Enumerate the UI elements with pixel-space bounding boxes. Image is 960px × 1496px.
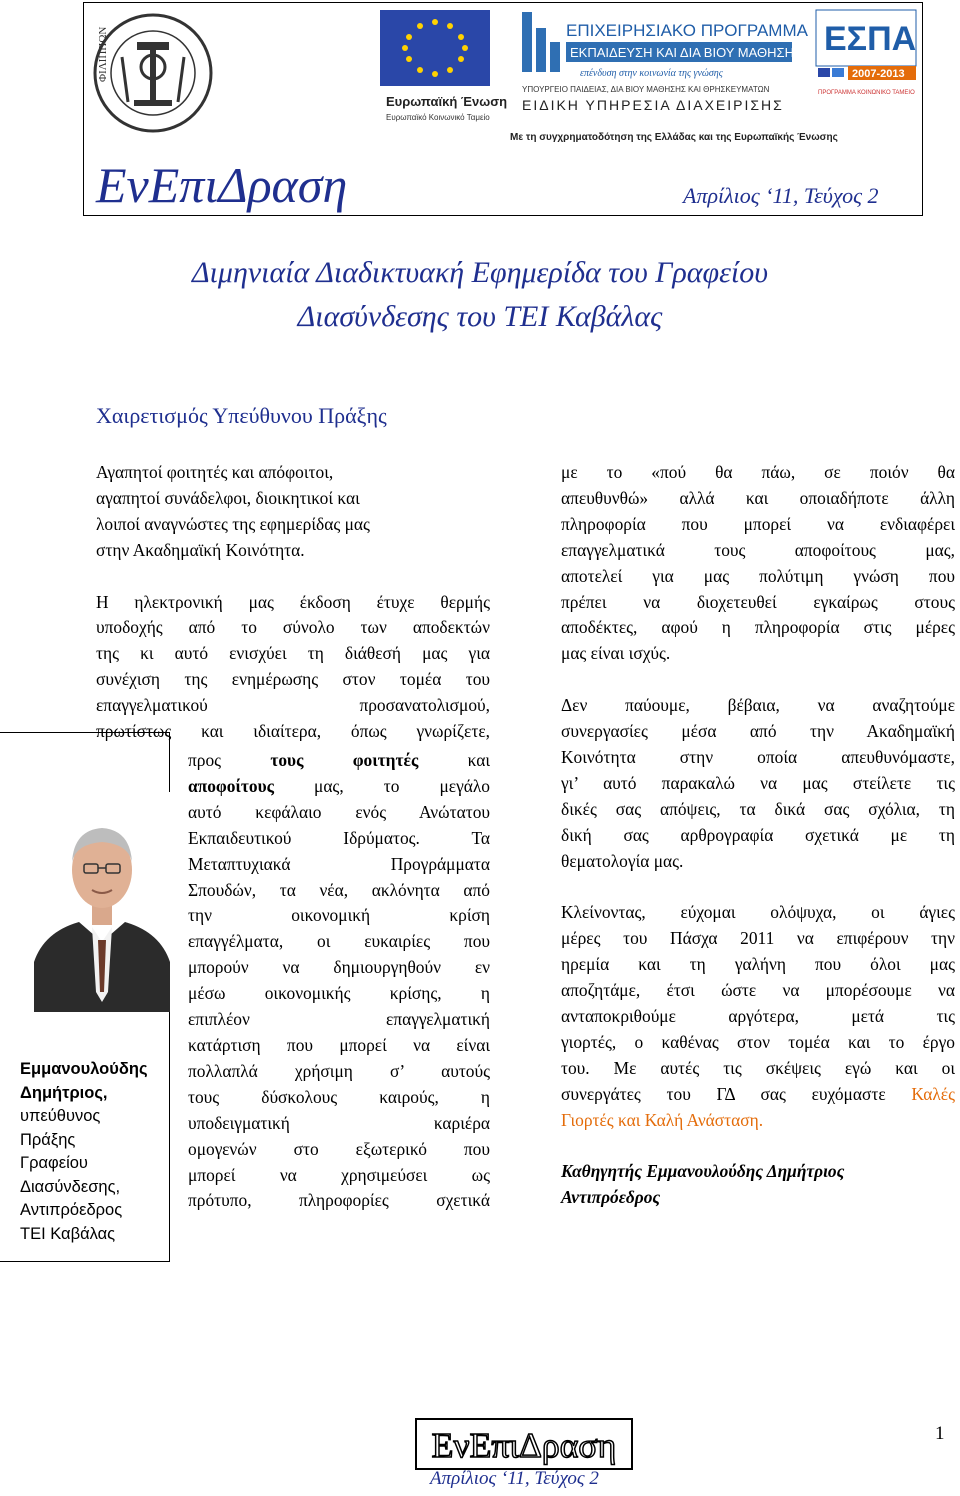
body-line: πληροφορία που μπορεί να ενδιαφέρει bbox=[561, 513, 955, 534]
svg-text:Ευρωπαϊκή Ένωση: Ευρωπαϊκή Ένωση bbox=[386, 94, 508, 109]
body-line: κατάρτιση που μπορεί να είναι bbox=[188, 1034, 490, 1055]
signature-title: Αντιπρόεδρος bbox=[561, 1187, 661, 1208]
tei-kavala-seal-logo bbox=[92, 12, 214, 134]
body-line: Η ηλεκτρονική μας έκδοση έτυχε θερμής bbox=[96, 591, 490, 612]
caption-line: ΤΕΙ Καβάλας bbox=[20, 1224, 116, 1243]
footer-logo-text: ΕνΕπιΔραση bbox=[431, 1425, 617, 1465]
body-line: γι’ αυτό παρακαλώ να μας στείλετε τις bbox=[561, 772, 955, 793]
greeting-line: στην Ακαδημαϊκή Κοινότητα. bbox=[96, 539, 305, 560]
body-line: συνέχιση της ενημέρωσης στον τομέα του bbox=[96, 669, 490, 690]
svg-text:ΕΙΔΙΚΗ ΥΠΗΡΕΣΙΑ ΔΙΑΧΕΙΡΙΣΗΣ: ΕΙΔΙΚΗ ΥΠΗΡΕΣΙΑ ΔΙΑΧΕΙΡΙΣΗΣ bbox=[522, 97, 784, 113]
caption-name: Δημήτριος, bbox=[20, 1083, 108, 1102]
body-line: της κι αυτό ενισχύει τη διάθεσή μας για bbox=[96, 643, 490, 664]
body-line: Εκπαιδευτικού Ιδρύματος. Τα bbox=[188, 827, 490, 848]
body-line: επαγγέλματα, οι ευκαιρίες που bbox=[188, 931, 490, 952]
body-line: Σπουδών, τα νέα, ακλόνητα από bbox=[188, 879, 490, 900]
issue-date: Απρίλιος ‘11, Τεύχος 2 bbox=[683, 183, 879, 208]
body-line: αποζητάμε, έτσι ώστε να μπορέσουμε να bbox=[561, 980, 955, 1001]
caption-line: Πράξης bbox=[20, 1130, 76, 1149]
body-line: την οικονομική κρίση bbox=[188, 905, 490, 926]
masthead-title: ΕνΕπιΔραση bbox=[96, 157, 348, 213]
body-line: αποδέκτες, αφού η πληροφορία στις μέρες bbox=[561, 617, 955, 638]
svg-text:Ευρωπαϊκό Κοινωνικό Ταμείο: Ευρωπαϊκό Κοινωνικό Ταμείο bbox=[386, 113, 490, 122]
greeting-line: λοιποί αναγνώστες της εφημερίδας μας bbox=[96, 513, 370, 534]
svg-text:ΠΡΟΓΡΑΜΜΑ ΚΟΙΝΩΝΙΚΟ ΤΑΜΕΙΟ: ΠΡΟΓΡΑΜΜΑ ΚΟΙΝΩΝΙΚΟ ΤΑΜΕΙΟ bbox=[818, 90, 915, 96]
article-column-1-wrap bbox=[188, 748, 490, 1214]
program-logos-banner bbox=[330, 6, 920, 154]
body-line: πρωτίστως και ιδιαίτερα, όπως γνωρίζετε, bbox=[96, 721, 490, 742]
article-column-2 bbox=[561, 460, 955, 1211]
body-line: πρότυπο, πληροφορίες σχετικά bbox=[188, 1190, 490, 1211]
body-line: Κοινότητα στην οποία απευθυνόμαστε, bbox=[561, 746, 955, 767]
footer-issue-date: Απρίλιος ‘11, Τεύχος 2 bbox=[430, 1468, 599, 1489]
greeting-line: Αγαπητοί φοιτητές και απόφοιτοι, bbox=[96, 462, 334, 482]
author-portrait-image bbox=[34, 792, 170, 1012]
caption-line: υπεύθυνος bbox=[20, 1107, 101, 1125]
article-column-1 bbox=[96, 460, 490, 745]
svg-text:επένδυση στην κοινωνία της γνώ: επένδυση στην κοινωνία της γνώσης bbox=[580, 68, 723, 79]
body-line: υποδειγματική καριέρα bbox=[188, 1112, 490, 1133]
body-line: Μεταπτυχιακά Προγράμματα bbox=[188, 853, 490, 874]
signature-name: Καθηγητής Εμμανουλούδης Δημήτριος bbox=[561, 1161, 845, 1182]
body-line: απευθυνθώ» αλλά και οποιαδήποτε άλλη bbox=[561, 487, 955, 508]
svg-text:ΕΠΙΧΕΙΡΗΣΙΑΚΟ ΠΡΟΓΡΑΜΜΑ: ΕΠΙΧΕΙΡΗΣΙΑΚΟ ΠΡΟΓΡΑΜΜΑ bbox=[566, 21, 808, 40]
body-line: πολλαπλά χρήσιμη σ’ αυτούς bbox=[188, 1060, 490, 1081]
body-line: αποτελεί για μας πολύτιμη γνώση που bbox=[561, 565, 955, 586]
body-line: ανταποκριθούμε αργότερα, μετά τις bbox=[561, 1006, 955, 1026]
footer-masthead-logo bbox=[415, 1418, 633, 1470]
body-line: ηρεμία και τη γαλήνη που όλοι μας bbox=[561, 954, 955, 975]
body-line: μπορεί να χρησιμεύσει ως bbox=[188, 1164, 490, 1185]
body-line: μέσω οικονομικής κρίσης, η bbox=[188, 983, 490, 1004]
easter-wish-text: Καλές bbox=[911, 1083, 955, 1104]
bold-students: τους φοιτητές bbox=[270, 750, 419, 770]
body-line: Δεν παύουμε, βέβαια, να αναζητούμε bbox=[561, 695, 955, 716]
svg-text:ΥΠΟΥΡΓΕΙΟ ΠΑΙΔΕΙΑΣ, ΔΙΑ ΒΙΟΥ Μ: ΥΠΟΥΡΓΕΙΟ ΠΑΙΔΕΙΑΣ, ΔΙΑ ΒΙΟΥ ΜΑΘΗΣΗΣ ΚΑΙ ΘΡΗΣΚΕΥΜΑΤΩΝ bbox=[522, 85, 770, 94]
body-line: αποφοίτους μας, το μεγάλο bbox=[188, 775, 490, 796]
svg-text:ΕΣΠΑ: ΕΣΠΑ bbox=[824, 20, 917, 58]
body-line: θεματολογία μας. bbox=[561, 850, 684, 871]
caption-name: Εμμανουλούδης bbox=[20, 1060, 148, 1078]
body-line: επαγγελματικού προσανατολισμού, bbox=[96, 695, 490, 716]
body-line: μπορούν να δημιουργηθούν εν bbox=[188, 957, 490, 978]
caption-line: Αντιπρόεδρος bbox=[20, 1201, 123, 1219]
easter-wish-text: Γιορτές και Καλή Ανάσταση. bbox=[561, 1109, 764, 1130]
body-line: του. Με αυτές τις σκέψεις εγώ και οι bbox=[561, 1057, 955, 1078]
body-line: συνεργάτες του ΓΔ σας ευχόμαστε Καλές bbox=[561, 1083, 955, 1104]
body-line: αυτό κεφάλαιο ενός Ανώτατου bbox=[188, 801, 490, 822]
body-line: μας είναι ισχύς. bbox=[561, 643, 671, 664]
body-line: επαγγελματικά τους αποφοίτους μας, bbox=[561, 539, 955, 560]
body-line: προς τους φοιτητές και bbox=[188, 750, 490, 770]
page-number: 1 bbox=[935, 1423, 945, 1444]
caption-line: Διασύνδεσης, bbox=[20, 1177, 121, 1196]
body-line: ομογενών στο εξωτερικό που bbox=[188, 1138, 490, 1159]
body-line: δική σας αρθρογραφία σχετικά με τη bbox=[561, 824, 955, 845]
article-heading: Χαιρετισμός Υπεύθυνου Πράξης bbox=[96, 403, 387, 428]
body-line: υποδοχής από το σύνολο των αποδεκτών bbox=[96, 617, 490, 638]
body-line: Κλείνοντας, εύχομαι ολόψυχα, οι άγιες bbox=[561, 902, 955, 923]
subtitle-line-2: Διασύνδεσης του ΤΕΙ Καβάλας bbox=[297, 300, 663, 333]
caption-line: Γραφείου bbox=[20, 1154, 88, 1172]
photo-caption bbox=[20, 1058, 168, 1246]
bold-graduates: αποφοίτους bbox=[188, 775, 274, 796]
body-line: μέρες του Πάσχα 2011 να επιφέρουν την bbox=[561, 928, 955, 949]
body-line: τους δύσκολους καιρούς, η bbox=[188, 1086, 490, 1107]
svg-text:ΦΙΛΙΠΠΩΝ: ΦΙΛΙΠΠΩΝ bbox=[97, 26, 109, 82]
body-line: με το «πού θα πάω, σε ποιόν θα bbox=[561, 462, 955, 482]
greeting-line: αγαπητοί συνάδελφοι, διοικητικοί και bbox=[96, 487, 360, 508]
body-line: δικές σας απόψεις, τα δικά σας σχόλια, τη bbox=[561, 798, 955, 819]
body-line: συνεργασίες μέσα από την Ακαδημαϊκή bbox=[561, 721, 955, 742]
svg-text:2007-2013: 2007-2013 bbox=[852, 68, 905, 80]
body-line: πρέπει να διοχετευθεί εγκαίρως στους bbox=[561, 591, 955, 612]
svg-text:Με τη συγχρηματοδότηση της Ελλ: Με τη συγχρηματοδότηση της Ελλάδας και της Ευρωπαϊκής Ένωσης bbox=[510, 132, 838, 143]
body-line: επιπλέον επαγγελματική bbox=[188, 1009, 490, 1030]
svg-text:ΕΚΠΑΙΔΕΥΣΗ ΚΑΙ ΔΙΑ ΒΙΟΥ ΜΑΘΗΣΗ: ΕΚΠΑΙΔΕΥΣΗ ΚΑΙ ΔΙΑ ΒΙΟΥ ΜΑΘΗΣΗ bbox=[570, 45, 794, 60]
body-line: γιορτές, ο καθένας στον τομέα και το έργο bbox=[561, 1031, 955, 1052]
subtitle-line-1: Διμηνιαία Διαδικτυακή Εφημερίδα του Γραφείου bbox=[191, 256, 769, 289]
